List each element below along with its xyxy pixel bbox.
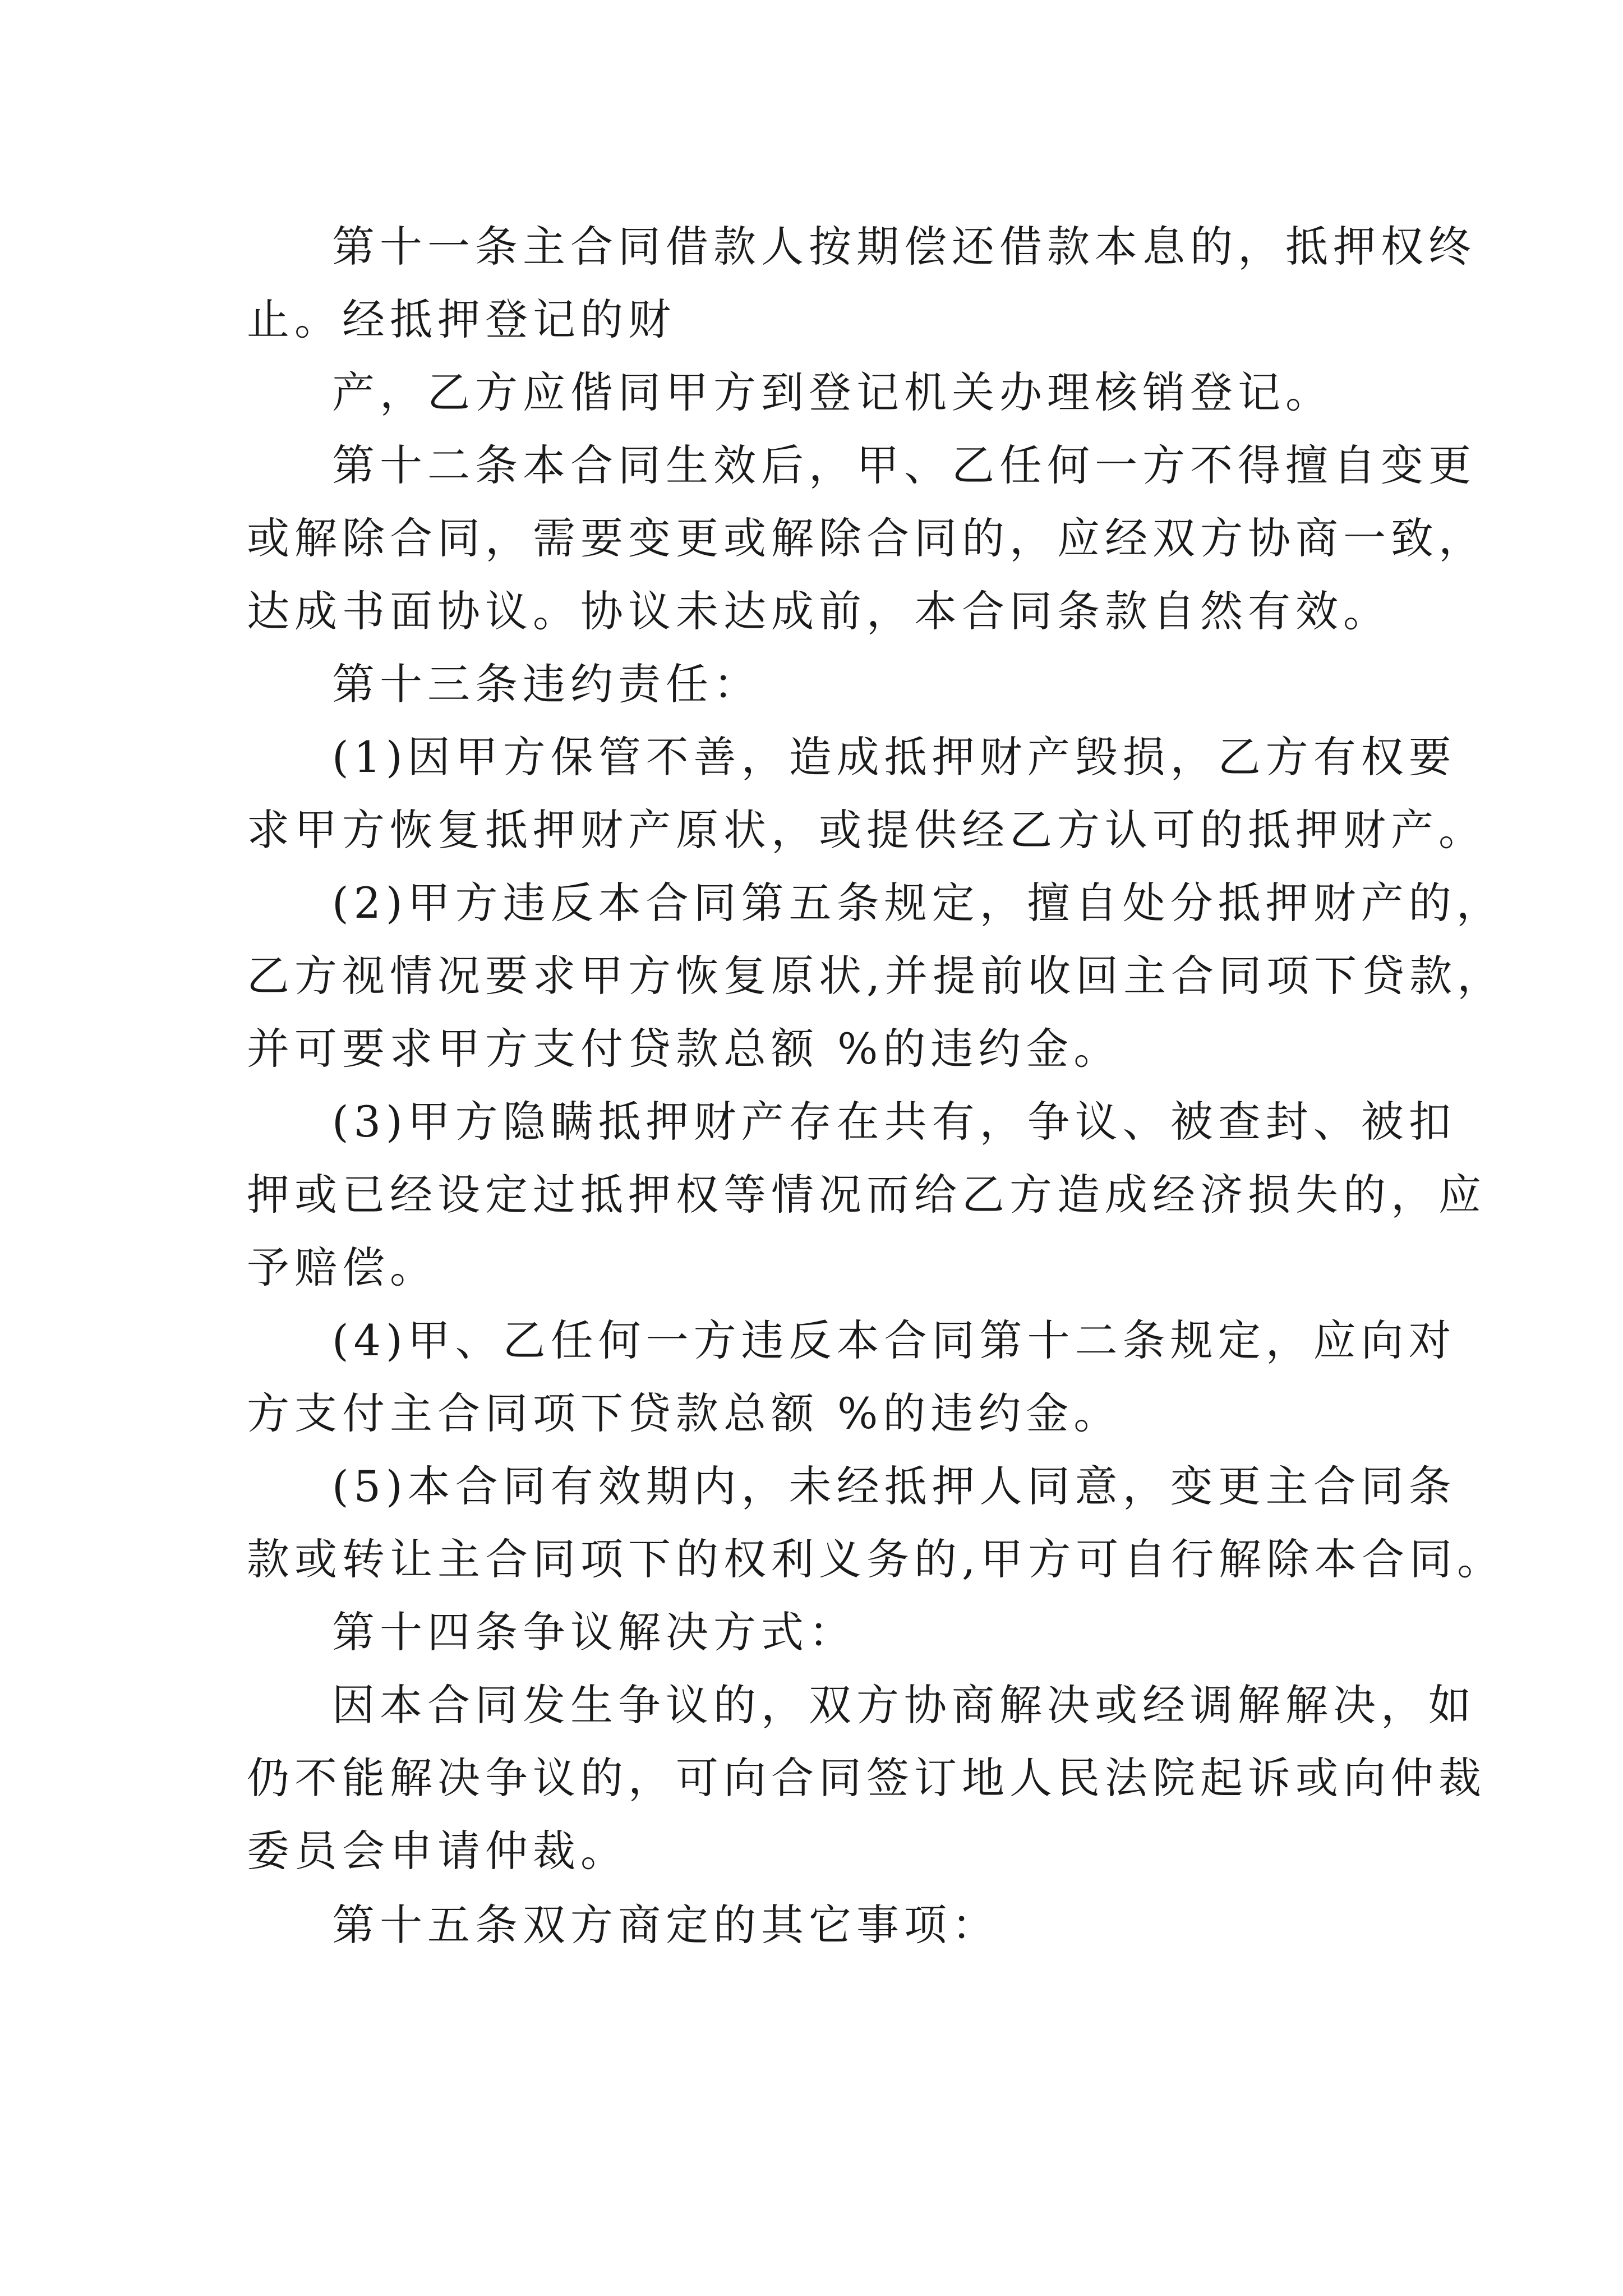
paragraph-article-12 [247, 429, 1486, 648]
text-line: 第十一条主合同借款人按期偿还借款本息的，抵押权终 [332, 222, 1476, 272]
text-line: 乙方视情况要求甲方恢复原状,并提前收回主合同项下贷款， [247, 951, 1505, 1001]
text-line: 因本合同发生争议的，双方协商解决或经调解解决，如 [332, 1680, 1476, 1730]
paragraph-article-14 [247, 1596, 1402, 1669]
document-body [247, 210, 1505, 1962]
paragraph-article-13-item-1 [247, 721, 1486, 867]
text-line: 仍不能解决争议的，可向合同签订地人民法院起诉或向仲裁 [247, 1753, 1486, 1803]
text-line: 第十二条本合同生效后，甲、乙任何一方不得擅自变更 [332, 440, 1476, 490]
paragraph-article-15 [247, 1889, 1402, 1962]
paragraph-article-11-continued [247, 356, 1402, 429]
text-line: 委员会申请仲裁。 [247, 1826, 628, 1876]
text-line: 第十五条双方商定的其它事项： [332, 1900, 999, 1950]
text-line: 款或转让主合同项下的权利义务的,甲方可自行解除本合同。 [247, 1534, 1505, 1584]
text-line: 第十四条争议解决方式： [332, 1607, 856, 1657]
text-line: 方支付主合同项下贷款总额 %的违约金。 [247, 1388, 1122, 1438]
paragraph-article-13-item-5 [247, 1450, 1505, 1596]
text-line: (5)本合同有效期内，未经抵押人同意，变更主合同条 [332, 1461, 1456, 1511]
text-line: 第十三条违约责任： [332, 659, 761, 709]
paragraph-article-13-item-4 [247, 1304, 1456, 1450]
text-line: 达成书面协议。协议未达成前，本合同条款自然有效。 [247, 586, 1391, 636]
text-line: (2)甲方违反本合同第五条规定，擅自处分抵押财产的， [332, 878, 1504, 928]
paragraph-article-13-item-3 [247, 1085, 1486, 1304]
text-line: (1)因甲方保管不善，造成抵押财产毁损，乙方有权要 [332, 732, 1456, 782]
text-line: 产，乙方应偕同甲方到登记机关办理核销登记。 [332, 367, 1333, 417]
text-line: 或解除合同，需要变更或解除合同的，应经双方协商一致， [247, 513, 1486, 563]
text-line: 止。经抵押登记的财 [247, 295, 676, 344]
paragraph-article-13 [247, 648, 1402, 721]
text-line: 求甲方恢复抵押财产原状，或提供经乙方认可的抵押财产。 [247, 805, 1486, 855]
text-line: 并可要求甲方支付贷款总额 %的违约金。 [247, 1024, 1122, 1074]
paragraph-article-11 [247, 210, 1476, 356]
text-line: (3)甲方隐瞒抵押财产存在共有，争议、被查封、被扣 [332, 1097, 1456, 1147]
text-line: 押或已经设定过抵押权等情况而给乙方造成经济损失的，应 [247, 1170, 1486, 1220]
paragraph-article-13-item-2 [247, 867, 1505, 1085]
text-line: 予赔偿。 [247, 1243, 437, 1292]
text-line: (4)甲、乙任何一方违反本合同第十二条规定，应向对 [332, 1315, 1456, 1365]
paragraph-article-14-body [247, 1669, 1486, 1888]
